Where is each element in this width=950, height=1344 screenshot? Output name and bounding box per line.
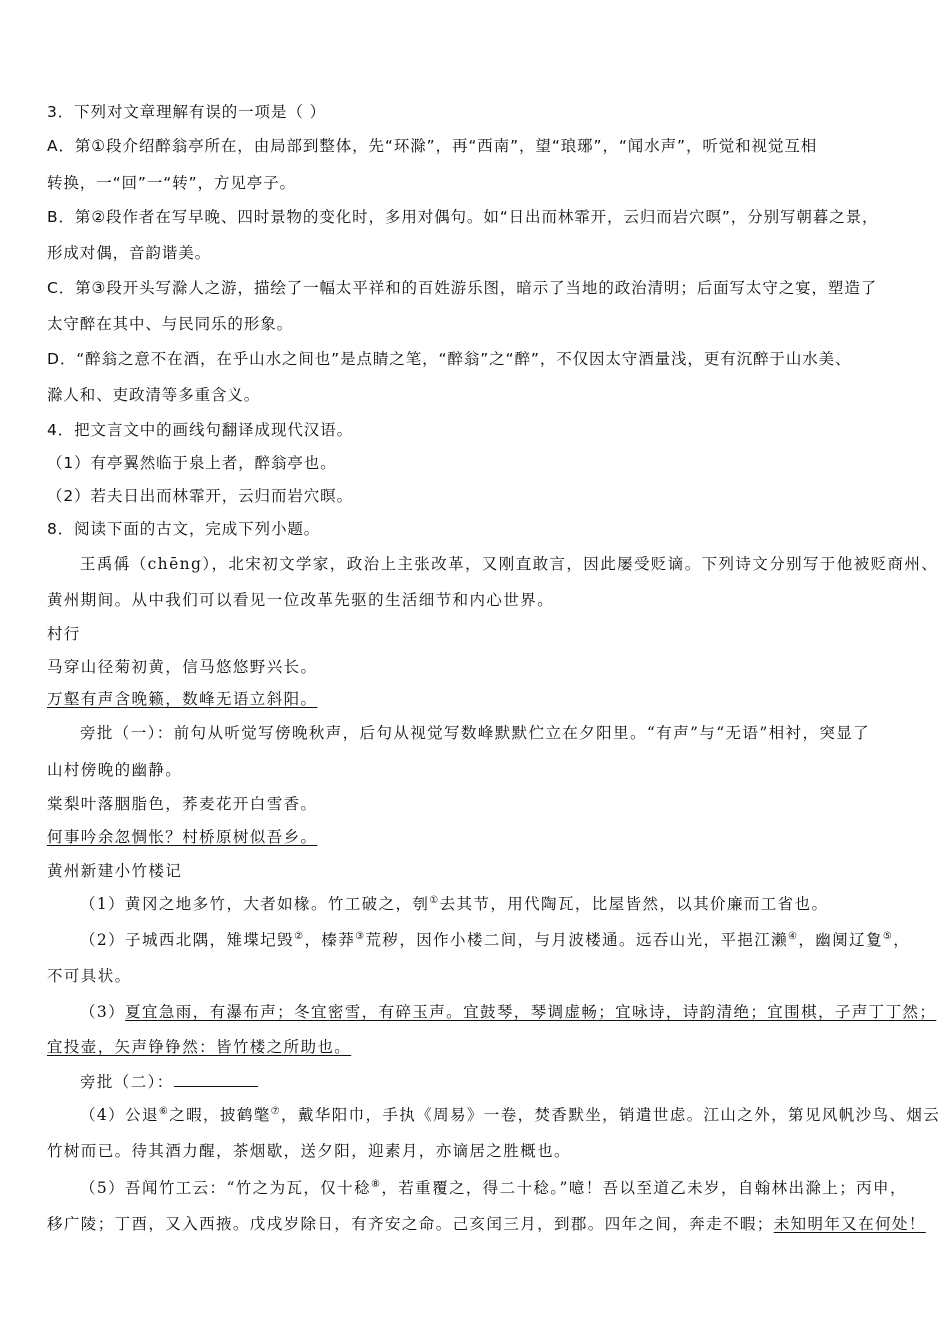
q3-option-c-line1: C．第③段开头写滁人之游，描绘了一幅太平祥和的百姓游乐图，暗示了当地的政治清明；后面写太守之宴，塑造了 bbox=[47, 279, 878, 297]
side-note-2: 旁批（二）： bbox=[80, 1071, 920, 1093]
footnote-mark: ⑦ bbox=[270, 1105, 282, 1117]
footnote-mark: ⑥ bbox=[158, 1105, 170, 1117]
footnote-mark: ⑧ bbox=[371, 1178, 382, 1190]
q3-option-b-line2: 形成对偶，音韵谐美。 bbox=[47, 244, 212, 262]
underlined-text: 万壑有声含晚籁，数峰无语立斜阳。 bbox=[47, 690, 318, 708]
essay-paragraph-5-line1: （5）吾闻竹工云：“竹之为瓦，仅十稔⑧，若重覆之，得二十稔。”噫！吾以至道乙未岁，自翰林出滁上；丙申， bbox=[80, 1178, 907, 1197]
essay-paragraph-1: （1）黄冈之地多竹，大者如椽。竹工破之，刳①去其节，用代陶瓦，比屋皆然，以其价廉而工省也。 bbox=[80, 894, 829, 913]
poem-line-1: 马穿山径菊初黄，信马悠悠野兴长。 bbox=[47, 658, 318, 676]
underlined-text: 何事吟余忽惆怅？村桥原树似吾乡。 bbox=[47, 828, 318, 846]
side-note-1-line2: 山村傍晚的幽静。 bbox=[47, 761, 183, 779]
answer-blank[interactable] bbox=[174, 1072, 258, 1087]
footnote-mark: ④ bbox=[788, 930, 799, 942]
poem-line-2-underlined bbox=[47, 688, 920, 710]
q3-option-a-line1: A．第①段介绍醉翁亭所在，由局部到整体，先“环滁”，再“西南”，望“琅琊”，“闻水声”，听觉和视觉互相 bbox=[47, 137, 818, 155]
poem-line-3: 棠梨叶落胭脂色，荞麦花开白雪香。 bbox=[47, 795, 318, 813]
underlined-text: 宜投壶，矢声铮铮然：皆竹楼之所助也。 bbox=[47, 1038, 352, 1056]
essay-paragraph-5-line2: 移广陵；丁酉，又入西掖。戊戌岁除日，有齐安之命。己亥闰三月，到郡。四年之间，奔走不暇；未知明年又在何处！ bbox=[47, 1215, 926, 1233]
underlined-text: 未知明年又在何处！ bbox=[773, 1215, 926, 1233]
essay-title: 黄州新建小竹楼记 bbox=[47, 862, 183, 880]
q3-option-d-line2: 滁人和、吏政清等多重含义。 bbox=[47, 386, 261, 404]
q8-stem: 8．阅读下面的古文，完成下列小题。 bbox=[47, 520, 321, 538]
essay-paragraph-4-line1: （4）公退⑥之暇，披鹤氅⑦，戴华阳巾，手执《周易》一卷，焚香默坐，销遣世虑。江山之外，第见风帆沙鸟、烟云 bbox=[80, 1105, 941, 1124]
footnote-mark: ⑤ bbox=[882, 930, 894, 942]
q3-stem: 3．下列对文章理解有误的一项是（ ） bbox=[47, 103, 326, 121]
essay-paragraph-4-line2: 竹树而已。待其酒力醒，茶烟歇，送夕阳，迎素月，亦谪居之胜概也。 bbox=[47, 1142, 571, 1160]
q8-intro-line2: 黄州期间。从中我们可以看见一位改革先驱的生活细节和内心世界。 bbox=[47, 591, 555, 609]
poem-title: 村行 bbox=[47, 625, 81, 643]
q3-option-a-line2: 转换，一“回”一“转”，方见亭子。 bbox=[47, 174, 296, 192]
essay-paragraph-2-line2: 不可具状。 bbox=[47, 967, 132, 985]
footnote-mark: ② bbox=[294, 930, 305, 942]
footnote-mark: ① bbox=[429, 894, 440, 906]
q3-option-b-line1: B．第②段作者在写早晚、四时景物的变化时，多用对偶句。如“日出而林霏开，云归而岩穴暝”，分别写朝暮之景， bbox=[47, 208, 879, 226]
q8-intro-line1: 王禹偁（chēng），北宋初文学家，政治上主张改革，又刚直敢言，因此屡受贬谪。下列诗文分别写于他被贬商州、 bbox=[80, 555, 939, 573]
q3-option-d-line1: D．“醉翁之意不在酒，在乎山水之间也”是点睛之笔，“醉翁”之“醉”，不仅因太守酒量浅，更有沉醉于山水美、 bbox=[47, 350, 852, 368]
q3-option-c-line2: 太守醉在其中、与民同乐的形象。 bbox=[47, 315, 294, 333]
q4-stem: 4．把文言文中的画线句翻译成现代汉语。 bbox=[47, 421, 353, 439]
footnote-mark: ③ bbox=[355, 930, 366, 942]
underlined-text: 夏宜急雨，有瀑布声；冬宜密雪，有碎玉声。宜鼓琴，琴调虚畅；宜咏诗，诗韵清绝；宜围棋，子声丁丁然； bbox=[125, 1003, 937, 1021]
poem-line-4-underlined bbox=[47, 826, 920, 848]
essay-paragraph-3-line1: （3）夏宜急雨，有瀑布声；冬宜密雪，有碎玉声。宜鼓琴，琴调虚畅；宜咏诗，诗韵清绝；宜围棋，子声丁丁然； bbox=[80, 1003, 937, 1021]
essay-paragraph-2-line1: （2）子城西北隅，雉堞圮毁②，榛莽③荒秽，因作小楼二间，与月波楼通。远吞山光，平挹江濑④，幽阒辽夐⑤， bbox=[80, 930, 911, 949]
side-note-1-line1: 旁批（一）：前句从听觉写傍晚秋声，后句从视觉写数峰默默伫立在夕阳里。“有声”与“无语”相衬，突显了 bbox=[80, 724, 871, 742]
q4-sentence-1: （1）有亭翼然临于泉上者，醉翁亭也。 bbox=[47, 454, 337, 472]
q4-sentence-2: （2）若夫日出而林霏开，云归而岩穴暝。 bbox=[47, 487, 353, 505]
essay-paragraph-3-line2 bbox=[47, 1036, 920, 1058]
